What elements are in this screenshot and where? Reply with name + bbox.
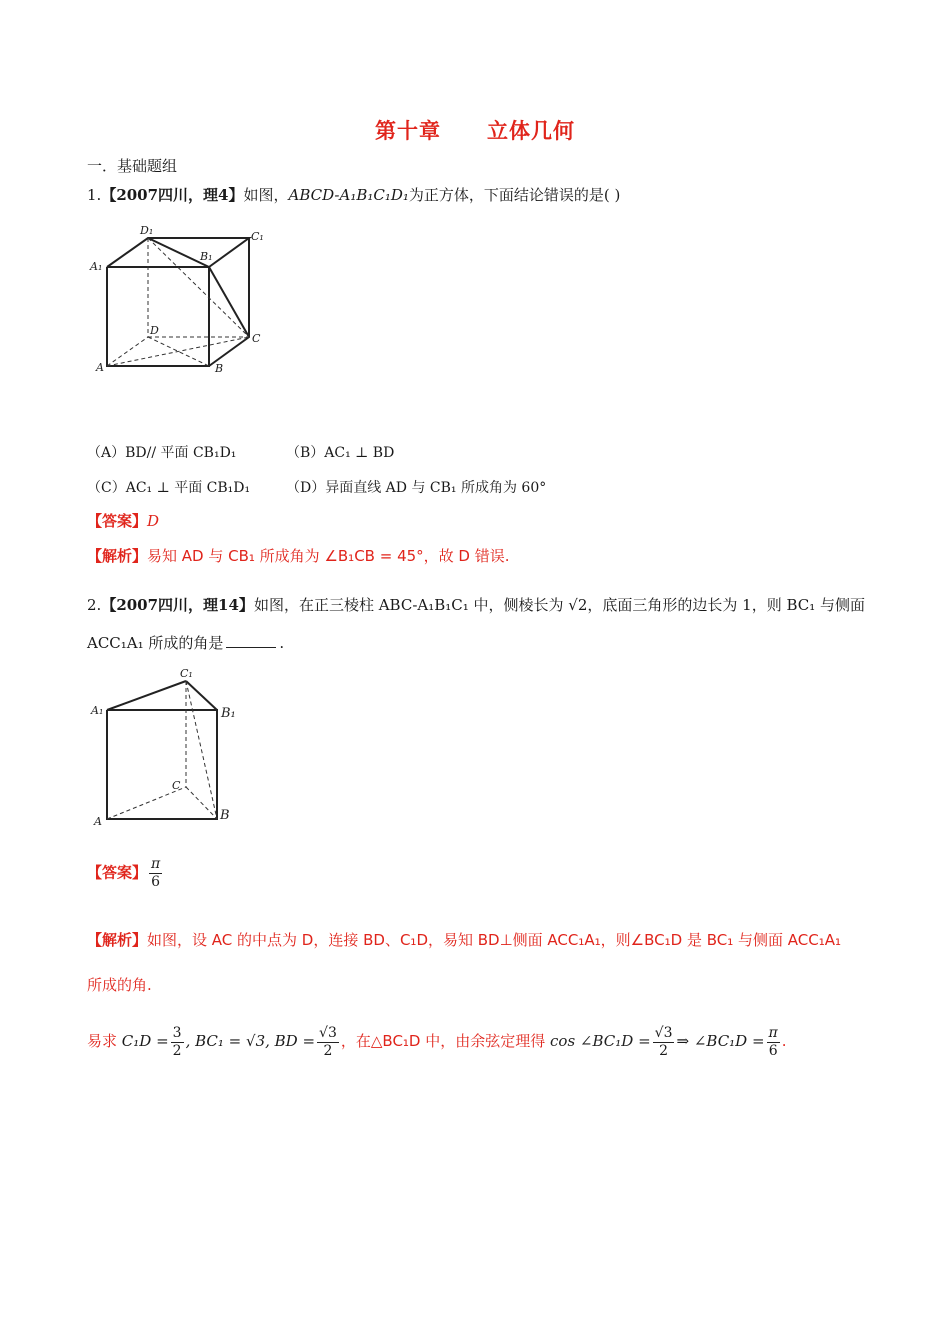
q1-source: 【2007四川，理4】 (101, 186, 244, 204)
q1-option-d: （D）异面直线 AD 与 CB₁ 所成角为 60° (286, 480, 547, 496)
q1-option-c: （C）AC₁ ⊥ 平面 CB₁D₁ (87, 480, 251, 496)
q2-source: 【2007四川，理14】 (101, 596, 254, 614)
q2-calc-mid: ，在△BC₁D 中，由余弦定理得 (340, 1032, 546, 1050)
question-1-stem (87, 184, 620, 206)
q2-explanation-line2 (87, 974, 152, 996)
label-A: A (96, 361, 104, 374)
q1-option-b: （B）AC₁ ⊥ BD (286, 445, 395, 461)
q2-answer-fraction (149, 856, 162, 891)
q2-answer-blank (226, 633, 276, 648)
q2-explanation-line1 (87, 929, 841, 951)
q2-calc-2n: √3 (319, 1024, 337, 1041)
label-B1: B₁ (200, 250, 213, 263)
q2-calc-1d: 2 (172, 1042, 182, 1059)
q2-calc-frac-1 (171, 1025, 184, 1060)
q2-calculation (87, 1018, 787, 1064)
q2-calc-3d: 2 (659, 1042, 669, 1059)
q2-calc-cos: cos ∠BC₁D = (550, 1032, 651, 1050)
q2-stem-2b: . (279, 634, 285, 652)
q1-explanation-text: 易知 AD 与 CB₁ 所成角为 ∠B₁CB = 45°，故 D 错误. (147, 547, 510, 565)
label-B: B (215, 362, 224, 375)
label-D1: D₁ (140, 224, 154, 237)
q2-number: 2. (87, 596, 102, 614)
q2-calc-end: . (781, 1032, 787, 1050)
q2-prism-figure (86, 665, 256, 830)
q2-explanation-text-2: 所成的角. (87, 976, 152, 994)
label-A1: A₁ (91, 704, 104, 717)
q2-explanation-label: 【解析】 (87, 931, 148, 949)
label-C: C (172, 779, 181, 792)
q2-explanation-text-1: 如图，设 AC 的中点为 D，连接 BD、C₁D，易知 BD⊥侧面 ACC₁A₁，则∠BC₁D 是 BC₁ 与侧面 ACC₁A₁ (147, 931, 841, 949)
q1-explanation-label: 【解析】 (87, 547, 148, 565)
q1-cube-figure (86, 222, 276, 380)
q2-calc-1n: 3 (172, 1024, 182, 1041)
q2-calc-2d: 2 (323, 1042, 333, 1059)
q1-stem-a: 如图， (243, 186, 289, 204)
q1-number: 1. (87, 186, 102, 204)
q1-stem-b: 为正方体，下面结论错误的是( ) (408, 186, 621, 204)
q2-stem-2a: ACC₁A₁ 所成的角是 (87, 634, 224, 652)
section-heading: 一．基础题组 (87, 157, 178, 175)
label-C1: C₁ (251, 230, 264, 243)
label-A1: A₁ (90, 260, 103, 273)
label-C1: C₁ (180, 667, 193, 680)
q2-calc-prefix: 易求 (87, 1032, 118, 1050)
q2-stem-1: 如图，在正三棱柱 ABC-A₁B₁C₁ 中，侧棱长为 √2，底面三角形的边长为 1，则 BC₁ 与侧面 (253, 596, 866, 614)
question-2-stem-line1 (87, 594, 865, 616)
q2-answer-den: 6 (151, 874, 161, 890)
q2-calc-frac-4 (767, 1025, 780, 1060)
q2-calc-3n: √3 (654, 1024, 673, 1041)
q1-answer (87, 510, 159, 532)
q2-calc-frac-2 (317, 1025, 339, 1060)
q1-answer-label: 【答案】 (87, 512, 148, 530)
q2-answer (87, 856, 164, 891)
q1-option-a: （A）BD// 平面 CB₁D₁ (87, 445, 237, 461)
label-B: B (220, 808, 230, 823)
question-2-stem-line2 (87, 632, 284, 654)
q2-answer-label: 【答案】 (87, 863, 148, 882)
q2-calc-1a: C₁D = (121, 1032, 169, 1050)
q2-answer-num: π (151, 856, 161, 872)
q2-calc-2: , BC₁ = √3, BD = (185, 1032, 316, 1050)
label-C: C (252, 332, 261, 345)
label-B1: B₁ (221, 706, 236, 721)
q1-answer-value: D (147, 512, 160, 530)
q1-stem-math: ABCD-A₁B₁C₁D₁ (288, 186, 409, 204)
q2-calc-frac-3 (653, 1025, 675, 1060)
label-A: A (94, 815, 102, 828)
q2-calc-arrow: ⇒ ∠BC₁D = (676, 1032, 765, 1050)
q1-explanation (87, 545, 510, 567)
q2-calc-4n: π (768, 1024, 778, 1041)
chapter-title (0, 115, 950, 145)
q2-calc-4d: 6 (768, 1042, 778, 1059)
label-D: D (150, 324, 159, 337)
chapter-topic: 立体几何 (487, 119, 575, 143)
chapter-number: 第十章 (375, 119, 441, 143)
